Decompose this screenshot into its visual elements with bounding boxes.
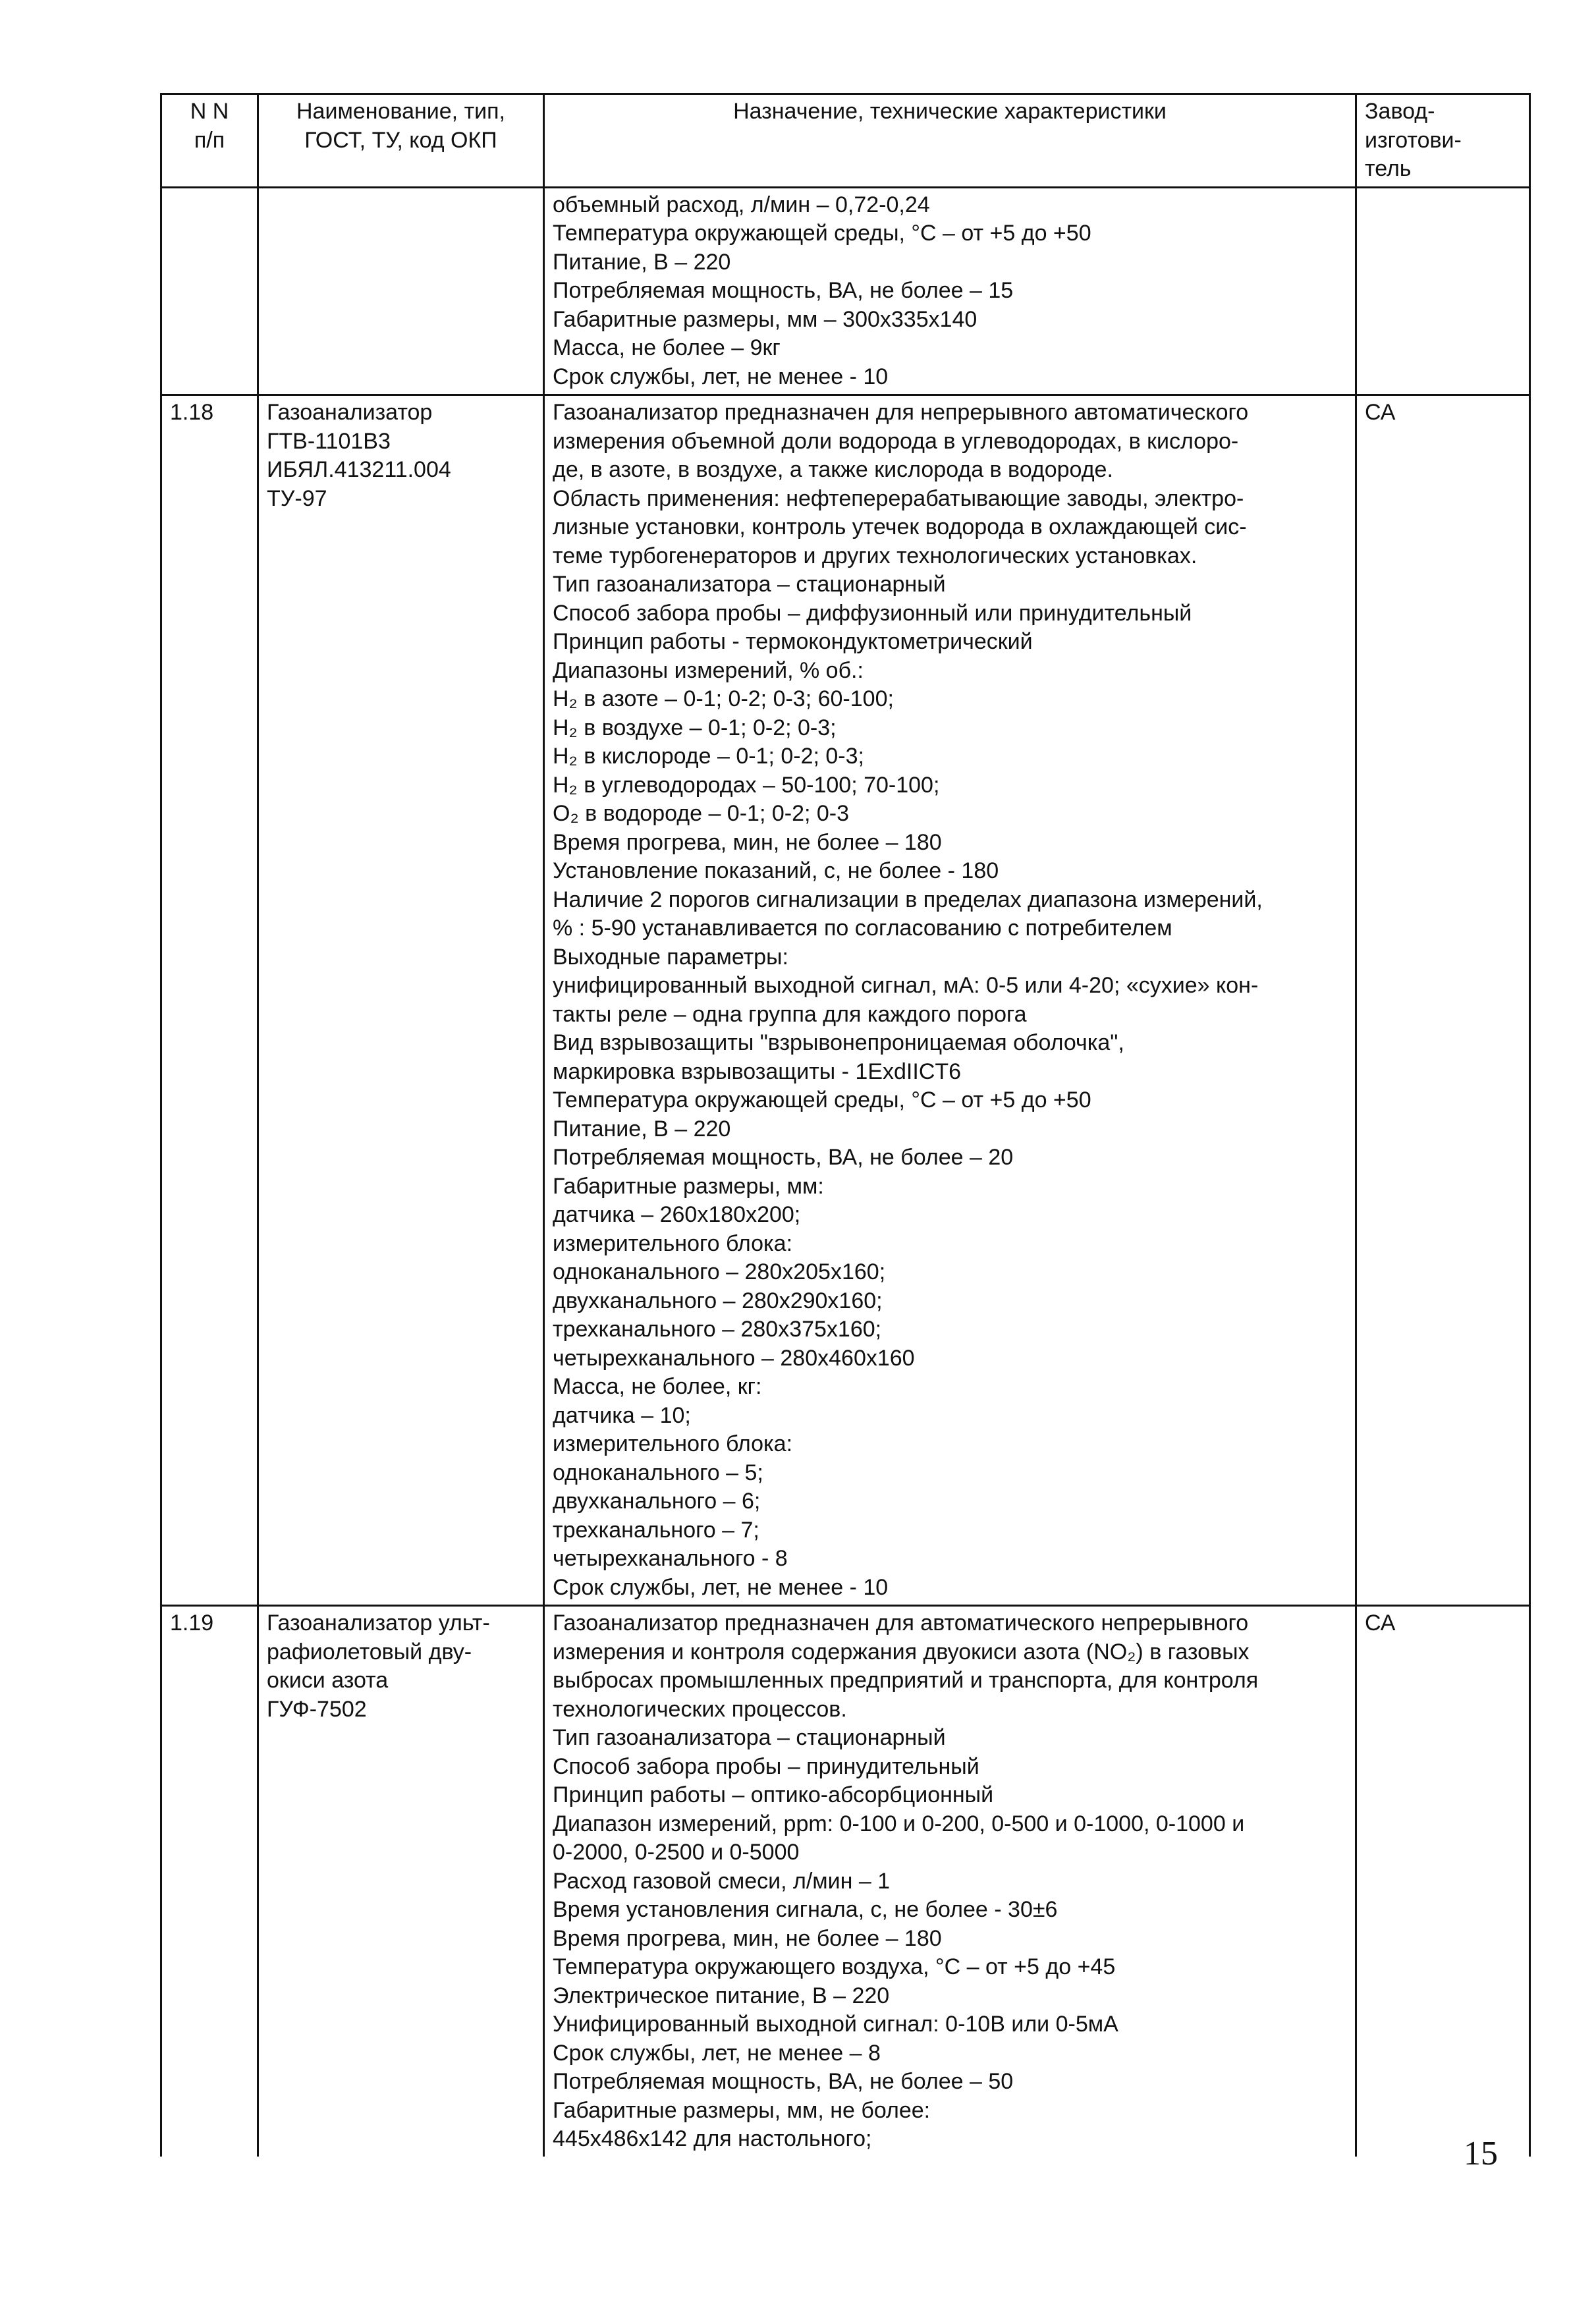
header-purpose: Назначение, технические характеристики (544, 94, 1356, 188)
text-line: Температура окружающей среды, °С – от +5 до +50 (553, 221, 1091, 246)
text-line: H₂ в кислороде – 0-1; 0-2; 0-3; (553, 744, 864, 769)
text-line: выбросах промышленных предприятий и транспорта, для контроля (553, 1668, 1259, 1693)
text-line: трехканального – 280х375х160; (553, 1317, 882, 1342)
text-line: % : 5-90 устанавливается по согласованию с потребителем (553, 916, 1172, 941)
text-line: Габаритные размеры, мм: (553, 1173, 824, 1199)
cell-name: Газоанализатор ГТВ-1101В3 ИБЯЛ.413211.004 ТУ-97 (258, 395, 544, 1606)
text-line: одноканального – 280х205х160; (553, 1259, 886, 1284)
text-line: Расход газовой смеси, л/мин – 1 (553, 1868, 891, 1894)
text-line: Принцип работы – оптико-абсорбционный (553, 1782, 994, 1807)
text-line: де, в азоте, в воздухе, а также кислорода в водороде. (553, 457, 1113, 482)
cell-manufacturer (1356, 187, 1530, 395)
table-row (161, 395, 1530, 1606)
cell-manufacturer: СА (1356, 395, 1530, 1606)
text-line: Масса, не более, кг: (553, 1374, 762, 1399)
page-number: 15 (1464, 2135, 1498, 2172)
text-line: Температура окружающего воздуха, °С – от +5 до +45 (553, 1954, 1116, 1979)
text-line: Выходные параметры: (553, 944, 788, 970)
text-line: маркировка взрывозащиты - 1ExdIICT6 (553, 1059, 962, 1084)
text-line: Область применения: нефтеперерабатывающие заводы, электро- (553, 485, 1244, 511)
text-line: Тип газоанализатора – стационарный (553, 1725, 946, 1750)
text-line: теме турбогенераторов и других технологических установках. (553, 543, 1197, 568)
specification-table (160, 93, 1531, 2157)
text-line: Время прогрева, мин, не более – 180 (553, 1925, 942, 1951)
cell-number (161, 187, 258, 395)
text-line: Габаритные размеры, мм – 300х335х140 (553, 306, 977, 332)
text-line: Диапазон измерений, ppm: 0-100 и 0-200, 0-500 и 0-1000, 0-1000 и (553, 1811, 1245, 1836)
text-line: Унифицированный выходной сигнал: 0-10В или 0-5мА (553, 2012, 1118, 2037)
text-line: Электрическое питание, В – 220 (553, 1983, 890, 2008)
text-line: H₂ в азоте – 0-1; 0-2; 0-3; 60-100; (553, 686, 894, 711)
text-line: одноканального – 5; (553, 1460, 763, 1485)
text-line: Потребляемая мощность, ВА, не более – 50 (553, 2069, 1014, 2094)
text-line: Газоанализатор предназначен для непрерывного автоматического (553, 400, 1249, 425)
text-line: двухканального – 280х290х160; (553, 1288, 883, 1313)
text-line: такты реле – одна группа для каждого порога (553, 1001, 1027, 1027)
text-line: Время прогрева, мин, не более – 180 (553, 829, 942, 855)
text-line: технологических процессов. (553, 1696, 847, 1722)
text-line: объемный расход, л/мин – 0,72-0,24 (553, 192, 930, 217)
text-line: измерительного блока: (553, 1431, 793, 1456)
text-line: Тип газоанализатора – стационарный (553, 572, 946, 597)
header-manufacturer: Завод- изготови- тель (1356, 94, 1530, 188)
text-line: измерения и контроля содержания двуокиси азота (NO₂) в газовых (553, 1639, 1250, 1665)
header-name: Наименование, тип, ГОСТ, ТУ, код ОКП (258, 94, 544, 188)
text-line: Время установления сигнала, с, не более - 30±6 (553, 1897, 1058, 1922)
text-line: Питание, В – 220 (553, 1116, 731, 1142)
cell-number: 1.19 (161, 1606, 258, 2157)
text-line: H₂ в углеводородах – 50-100; 70-100; (553, 772, 940, 798)
text-line: Наличие 2 порогов сигнализации в пределах диапазона измерений, (553, 887, 1263, 912)
continued-row (161, 187, 1530, 395)
cell-purpose (544, 187, 1356, 395)
text-line: 445х486х142 для настольного; (553, 2126, 872, 2151)
cell-purpose (544, 1606, 1356, 2157)
text-line: Срок службы, лет, не менее - 10 (553, 364, 889, 389)
text-line: Масса, не более – 9кг (553, 335, 781, 360)
text-line: измерения объемной доли водорода в углеводородах, в кислоро- (553, 428, 1239, 454)
cell-name: Газоанализатор ульт- рафиолетовый дву- окиси азота ГУФ-7502 (258, 1606, 544, 2157)
text-line: четырехканального – 280х460х160 (553, 1345, 915, 1371)
text-line: H₂ в воздухе – 0-1; 0-2; 0-3; (553, 715, 837, 740)
text-line: Срок службы, лет, не менее - 10 (553, 1574, 889, 1600)
text-line: трехканального – 7; (553, 1517, 759, 1543)
text-line: Температура окружающей среды, °С – от +5 до +50 (553, 1087, 1091, 1113)
text-line: Срок службы, лет, не менее – 8 (553, 2040, 881, 2066)
text-line: Потребляемая мощность, ВА, не более – 20 (553, 1145, 1014, 1170)
header-number: N N п/п (161, 94, 258, 188)
text-line: 0-2000, 0-2500 и 0-5000 (553, 1840, 800, 1865)
text-line: лизные установки, контроль утечек водорода в охлаждающей сис- (553, 514, 1247, 539)
text-line: Вид взрывозащиты "взрывонепроницаемая оболочка", (553, 1030, 1124, 1055)
text-line: O₂ в водороде – 0-1; 0-2; 0-3 (553, 801, 850, 826)
text-line: унифицированный выходной сигнал, мА: 0-5 или 4-20; «сухие» кон- (553, 973, 1259, 998)
text-line: Газоанализатор предназначен для автоматического непрерывного (553, 1610, 1249, 1636)
text-line: четырехканального - 8 (553, 1546, 788, 1571)
text-line: Диапазоны измерений, % об.: (553, 657, 864, 683)
text-line: Способ забора пробы – диффузионный или принудительный (553, 600, 1192, 626)
text-line: датчика – 260х180х200; (553, 1202, 801, 1227)
text-line: двухканального – 6; (553, 1489, 761, 1514)
text-line: Габаритные размеры, мм, не более: (553, 2097, 931, 2123)
text-line: измерительного блока: (553, 1230, 793, 1256)
text-line: Потребляемая мощность, ВА, не более – 15 (553, 278, 1014, 303)
text-line: датчика – 10; (553, 1402, 691, 1428)
cell-manufacturer: СА (1356, 1606, 1530, 2157)
text-line: Способ забора пробы – принудительный (553, 1753, 979, 1779)
table-header-row (161, 94, 1530, 188)
text-line: Питание, В – 220 (553, 249, 731, 275)
cell-number: 1.18 (161, 395, 258, 1606)
cell-purpose (544, 395, 1356, 1606)
text-line: Принцип работы - термокондуктометрический (553, 629, 1033, 654)
cell-name (258, 187, 544, 395)
text-line: Установление показаний, с, не более - 180 (553, 858, 999, 883)
table-row (161, 1606, 1530, 2157)
